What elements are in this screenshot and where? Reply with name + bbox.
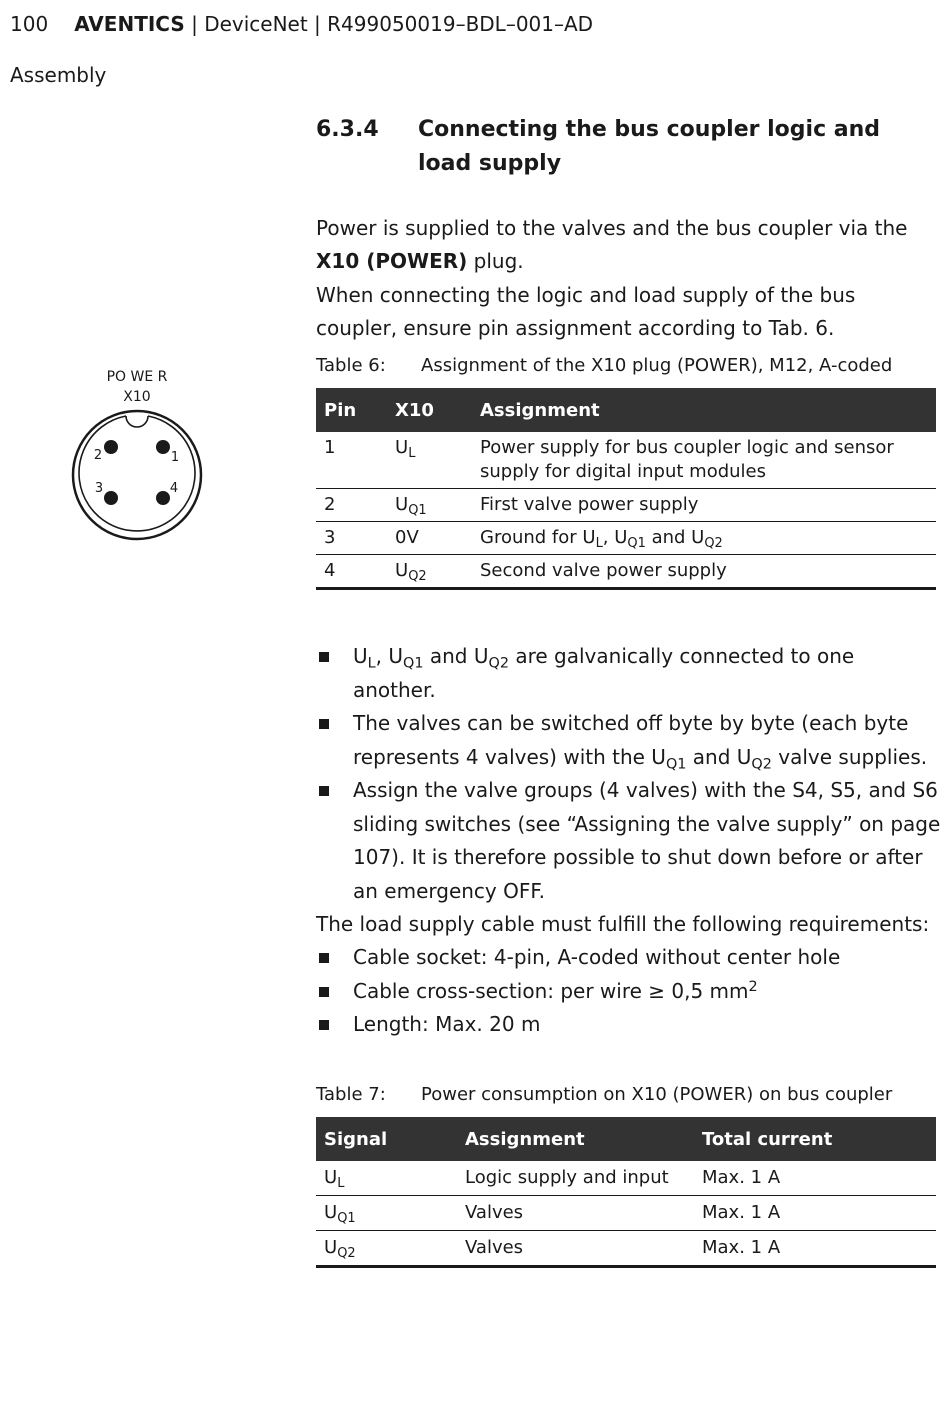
signal-subscript: Q1 — [337, 1210, 356, 1226]
caption-text: Power consumption on X10 (POWER) on bus coupler — [421, 1084, 893, 1105]
column-header: X10 — [387, 388, 472, 432]
assignment-cell: Second valve power supply — [472, 555, 936, 589]
x10-subscript: Q2 — [408, 568, 427, 584]
list-item — [316, 707, 942, 774]
subscript: Q1 — [665, 755, 687, 772]
table-7-caption — [316, 1084, 892, 1105]
assignment-cell: Valves — [457, 1231, 694, 1267]
page-header — [10, 12, 593, 36]
text: , U — [602, 527, 628, 548]
x10-cell: 0V — [387, 522, 472, 555]
signal-symbol: U — [324, 1237, 338, 1258]
pin-cell: 1 — [316, 432, 387, 489]
text: The valves can be switched off byte by byte (each byte represents 4 valves) with the U — [353, 711, 909, 769]
section-label: Assembly — [10, 63, 107, 87]
superscript: 2 — [748, 978, 758, 995]
text: U — [353, 644, 368, 668]
connector-inner-ring — [79, 416, 195, 531]
pin-4-dot — [156, 491, 170, 505]
signal-symbol: U — [324, 1202, 338, 1223]
x10-symbol: U — [395, 494, 409, 515]
pin-cell: 3 — [316, 522, 387, 555]
table-row — [316, 1196, 936, 1231]
text: and U — [423, 644, 489, 668]
requirements-list — [316, 941, 942, 1042]
column-header: Pin — [316, 388, 387, 432]
table-row — [316, 555, 936, 589]
heading-title: Connecting the bus coupler logic and load supply — [418, 117, 881, 176]
list-item: Length: Max. 20 m — [316, 1008, 942, 1042]
pin-2-dot — [104, 440, 118, 454]
connector-key-notch — [126, 416, 148, 427]
signal-subscript: L — [337, 1175, 345, 1191]
signal-cell — [316, 1231, 457, 1267]
pin-2-label: 2 — [93, 448, 103, 463]
subscript: Q2 — [488, 655, 509, 672]
assignment-cell: First valve power supply — [472, 489, 936, 522]
table-header-row — [316, 1117, 936, 1161]
x10-symbol: U — [395, 437, 409, 458]
table-row — [316, 432, 936, 489]
intro-text-end: plug. — [467, 249, 524, 273]
supply-notes-list — [316, 640, 942, 908]
column-header: Assignment — [472, 388, 936, 432]
list-item — [316, 640, 942, 707]
assignment-cell: Logic supply and input — [457, 1161, 694, 1196]
table-6-caption — [316, 355, 892, 376]
assignment-cell: Power supply for bus coupler logic and sensor supply for digital input modules — [472, 432, 936, 489]
caption-label: Table 7: — [316, 1084, 386, 1105]
pin-1-dot — [156, 440, 170, 454]
current-cell: Max. 1 A — [694, 1231, 936, 1267]
column-header: Assignment — [457, 1117, 694, 1161]
list-item: Cable socket: 4-pin, A-coded without center hole — [316, 941, 942, 975]
intro-bold-plug: X10 (POWER) — [316, 249, 468, 273]
heading-number: 6.3.4 — [316, 117, 379, 142]
pin-3-dot — [104, 491, 118, 505]
text: are galvanically connected to one another. — [353, 644, 855, 702]
current-cell: Max. 1 A — [694, 1196, 936, 1231]
power-connector-diagram — [60, 365, 215, 545]
document-id: | DeviceNet | R499050019–BDL–001–AD — [184, 12, 594, 36]
intro-text: Power is supplied to the valves and the bus coupler via the — [316, 216, 908, 240]
text: , U — [375, 644, 404, 668]
table-header-row — [316, 388, 936, 432]
table-row — [316, 1231, 936, 1267]
subscript: Q1 — [627, 535, 646, 551]
x10-subscript: L — [408, 445, 416, 461]
intro-paragraph-1 — [316, 212, 942, 278]
column-header: Total current — [694, 1117, 936, 1161]
text: and U — [645, 527, 705, 548]
subscript: Q2 — [751, 755, 772, 772]
table-row — [316, 522, 936, 555]
power-consumption-table — [316, 1117, 936, 1268]
column-header: Signal — [316, 1117, 457, 1161]
pin-3-label: 3 — [94, 481, 104, 496]
x10-cell — [387, 432, 472, 489]
table-row — [316, 489, 936, 522]
list-item: Assign the valve groups (4 valves) with the S4, S5, and S6 sliding switches (see “Assigning the valve supply” on page 107). It is therefore possible to shut down before or after an emergency OFF. — [316, 774, 942, 908]
caption-label: Table 6: — [316, 355, 386, 376]
subscript: Q1 — [403, 655, 424, 672]
page-number: 100 — [10, 12, 49, 36]
list-item — [316, 975, 942, 1009]
text: Cable cross-section: per wire ≥ 0,5 mm — [353, 978, 749, 1003]
assignment-cell — [472, 522, 936, 555]
pin-4-label: 4 — [169, 481, 179, 496]
x10-subscript: Q1 — [408, 502, 427, 518]
current-cell: Max. 1 A — [694, 1161, 936, 1196]
pin-cell: 2 — [316, 489, 387, 522]
pin-cell: 4 — [316, 555, 387, 589]
subscript: L — [595, 535, 603, 551]
pin-assignment-table — [316, 388, 936, 590]
text: valve supplies. — [771, 744, 928, 769]
x10-symbol: U — [395, 560, 409, 581]
subscript: Q2 — [704, 535, 723, 551]
connector-label-x10: X10 — [123, 389, 151, 405]
caption-text: Assignment of the X10 plug (POWER), M12, A-coded — [421, 355, 893, 376]
pin-1-label: 1 — [170, 450, 180, 465]
subscript: L — [367, 655, 376, 672]
connector-label-power: PO WE R — [106, 369, 168, 385]
brand-name: AVENTICS — [74, 12, 185, 36]
text: and U — [686, 744, 752, 769]
connector-outer-ring — [73, 411, 201, 539]
signal-cell — [316, 1196, 457, 1231]
signal-symbol: U — [324, 1167, 338, 1188]
signal-subscript: Q2 — [337, 1245, 356, 1261]
requirements-intro: The load supply cable must fulfill the following requirements: — [316, 912, 930, 936]
text: Ground for U — [480, 527, 596, 548]
signal-cell — [316, 1161, 457, 1196]
x10-cell — [387, 489, 472, 522]
x10-cell — [387, 555, 472, 589]
intro-paragraph-2: When connecting the logic and load supply of the bus coupler, ensure pin assignment according to Tab. 6. — [316, 283, 856, 340]
assignment-cell: Valves — [457, 1196, 694, 1231]
table-row — [316, 1161, 936, 1196]
